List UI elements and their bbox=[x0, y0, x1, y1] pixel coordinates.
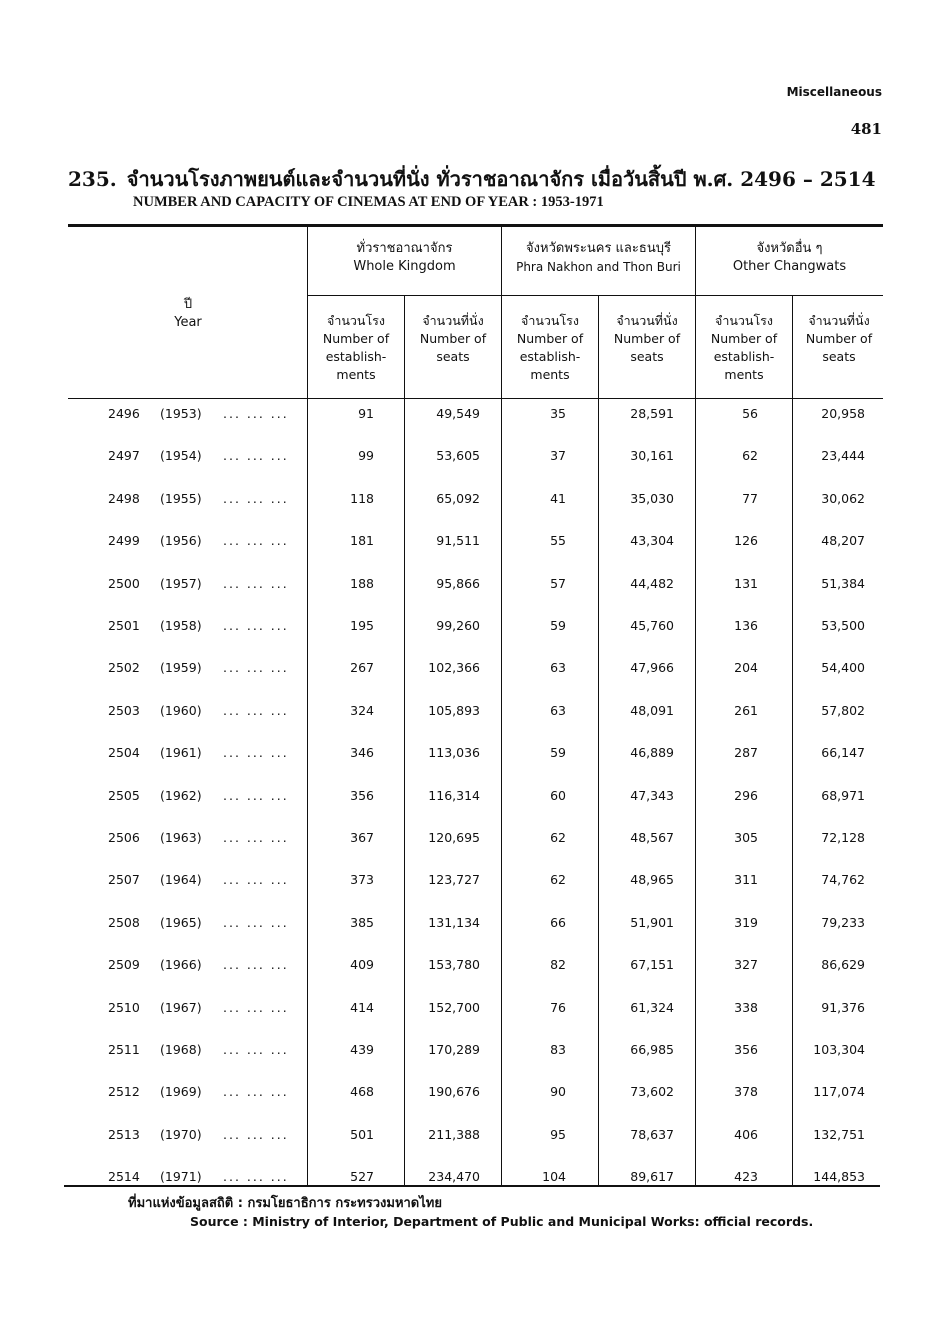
table-cell: 324 bbox=[350, 703, 374, 718]
table-cell: 116,314 bbox=[428, 788, 480, 803]
subheader-seats bbox=[605, 312, 689, 366]
leader-dots: ... ... ... bbox=[223, 788, 289, 803]
table-row bbox=[68, 406, 883, 428]
table-cell: 37 bbox=[550, 448, 566, 463]
subheader-thai: จำนวนที่นั่ง bbox=[616, 313, 678, 328]
table-cell: 73,602 bbox=[630, 1084, 674, 1099]
table-cell: 47,966 bbox=[630, 660, 674, 675]
table-row bbox=[68, 618, 883, 640]
table-cell: 409 bbox=[350, 957, 374, 972]
table-cell: 378 bbox=[734, 1084, 758, 1099]
leader-dots: ... ... ... bbox=[223, 872, 289, 887]
table-cell: 190,676 bbox=[428, 1084, 480, 1099]
year-buddhist-era: 2498 bbox=[108, 491, 140, 506]
table-cell: 103,304 bbox=[813, 1042, 865, 1057]
year-buddhist-era: 2512 bbox=[108, 1084, 140, 1099]
table-cell: 55 bbox=[550, 533, 566, 548]
table-cell: 261 bbox=[734, 703, 758, 718]
subheader-english: Number of establish-ments bbox=[710, 331, 778, 382]
year-header-english: Year bbox=[174, 315, 202, 330]
table-cell: 338 bbox=[734, 1000, 758, 1015]
table-cell: 66,985 bbox=[630, 1042, 674, 1057]
year-buddhist-era: 2510 bbox=[108, 1000, 140, 1015]
table-cell: 48,091 bbox=[630, 703, 674, 718]
table-cell: 188 bbox=[350, 576, 374, 591]
year-gregorian: (1962) bbox=[160, 788, 202, 803]
section-label: Miscellaneous bbox=[786, 85, 882, 99]
year-buddhist-era: 2511 bbox=[108, 1042, 140, 1057]
table-cell: 43,304 bbox=[630, 533, 674, 548]
table-row bbox=[68, 830, 883, 852]
table-cell: 77 bbox=[742, 491, 758, 506]
header-bottom-rule bbox=[68, 398, 883, 399]
year-gregorian: (1961) bbox=[160, 745, 202, 760]
leader-dots: ... ... ... bbox=[223, 957, 289, 972]
source-thai: ที่มาแห่งข้อมูลสถิติ : กรมโยธาธิการ กระทรวงมหาดไทย bbox=[128, 1196, 442, 1211]
table-row bbox=[68, 1042, 883, 1064]
table-cell: 468 bbox=[350, 1084, 374, 1099]
leader-dots: ... ... ... bbox=[223, 1084, 289, 1099]
table-cell: 170,289 bbox=[428, 1042, 480, 1057]
table-cell: 89,617 bbox=[630, 1169, 674, 1184]
leader-dots: ... ... ... bbox=[223, 448, 289, 463]
table-cell: 152,700 bbox=[428, 1000, 480, 1015]
subcolumn-divider bbox=[404, 295, 405, 398]
subheader-seats bbox=[411, 312, 495, 366]
year-buddhist-era: 2501 bbox=[108, 618, 140, 633]
leader-dots: ... ... ... bbox=[223, 830, 289, 845]
table-cell: 66,147 bbox=[821, 745, 865, 760]
year-gregorian: (1963) bbox=[160, 830, 202, 845]
subcolumn-divider bbox=[792, 295, 793, 398]
table-cell: 153,780 bbox=[428, 957, 480, 972]
leader-dots: ... ... ... bbox=[223, 576, 289, 591]
table-cell: 385 bbox=[350, 915, 374, 930]
table-cell: 61,324 bbox=[630, 1000, 674, 1015]
table-cell: 501 bbox=[350, 1127, 374, 1142]
table-cell: 46,889 bbox=[630, 745, 674, 760]
subheader-seats bbox=[797, 312, 881, 366]
table-cell: 181 bbox=[350, 533, 374, 548]
group-header-whole-kingdom bbox=[308, 240, 501, 276]
table-cell: 78,637 bbox=[630, 1127, 674, 1142]
group-header-thai: จังหวัดอื่น ๆ bbox=[756, 241, 823, 256]
table-title-english: NUMBER AND CAPACITY OF CINEMAS AT END OF YEAR : 1953-1971 bbox=[133, 194, 604, 210]
table-cell: 48,965 bbox=[630, 872, 674, 887]
table-cell: 120,695 bbox=[428, 830, 480, 845]
table-cell: 59 bbox=[550, 618, 566, 633]
table-cell: 319 bbox=[734, 915, 758, 930]
table-cell: 311 bbox=[734, 872, 758, 887]
table-cell: 327 bbox=[734, 957, 758, 972]
table-cell: 211,388 bbox=[428, 1127, 480, 1142]
table-cell: 45,760 bbox=[630, 618, 674, 633]
table-cell: 406 bbox=[734, 1127, 758, 1142]
group-header-thai: ทั่วราชอาณาจักร bbox=[356, 241, 453, 256]
table-cell: 439 bbox=[350, 1042, 374, 1057]
table-cell: 57 bbox=[550, 576, 566, 591]
subheader-establishments bbox=[702, 312, 786, 384]
page-number: 481 bbox=[850, 120, 882, 138]
leader-dots: ... ... ... bbox=[223, 406, 289, 421]
leader-dots: ... ... ... bbox=[223, 1000, 289, 1015]
table-cell: 62 bbox=[550, 872, 566, 887]
year-gregorian: (1964) bbox=[160, 872, 202, 887]
table-cell: 35,030 bbox=[630, 491, 674, 506]
leader-dots: ... ... ... bbox=[223, 491, 289, 506]
table-number: 235. bbox=[68, 167, 117, 191]
table-cell: 62 bbox=[742, 448, 758, 463]
leader-dots: ... ... ... bbox=[223, 703, 289, 718]
table-cell: 86,629 bbox=[821, 957, 865, 972]
table-row bbox=[68, 448, 883, 470]
year-buddhist-era: 2500 bbox=[108, 576, 140, 591]
year-gregorian: (1956) bbox=[160, 533, 202, 548]
year-buddhist-era: 2502 bbox=[108, 660, 140, 675]
table-cell: 54,400 bbox=[821, 660, 865, 675]
table-row bbox=[68, 957, 883, 979]
table-row bbox=[68, 576, 883, 598]
year-gregorian: (1965) bbox=[160, 915, 202, 930]
table-cell: 49,549 bbox=[436, 406, 480, 421]
subcolumn-divider bbox=[598, 295, 599, 398]
year-buddhist-era: 2505 bbox=[108, 788, 140, 803]
group-header-phra-nakhon bbox=[502, 240, 695, 276]
table-cell: 126 bbox=[734, 533, 758, 548]
table-cell: 59 bbox=[550, 745, 566, 760]
year-header-thai: ปี bbox=[183, 297, 193, 312]
year-buddhist-era: 2506 bbox=[108, 830, 140, 845]
year-buddhist-era: 2514 bbox=[108, 1169, 140, 1184]
subheader-english: Number of seats bbox=[419, 331, 487, 364]
table-cell: 28,591 bbox=[630, 406, 674, 421]
table-cell: 195 bbox=[350, 618, 374, 633]
table-row bbox=[68, 660, 883, 682]
title-thai-text: จำนวนโรงภาพยนต์และจำนวนที่นั่ง ทั่วราชอาณาจักร เมื่อวันสิ้นปี พ.ศ. 2496 – 2514 bbox=[126, 167, 876, 191]
table-cell: 30,161 bbox=[630, 448, 674, 463]
table-cell: 234,470 bbox=[428, 1169, 480, 1184]
year-gregorian: (1967) bbox=[160, 1000, 202, 1015]
table-cell: 83 bbox=[550, 1042, 566, 1057]
year-gregorian: (1959) bbox=[160, 660, 202, 675]
table-cell: 51,384 bbox=[821, 576, 865, 591]
table-row bbox=[68, 788, 883, 810]
table-cell: 76 bbox=[550, 1000, 566, 1015]
table-cell: 91,376 bbox=[821, 1000, 865, 1015]
table-cell: 67,151 bbox=[630, 957, 674, 972]
table-cell: 91 bbox=[358, 406, 374, 421]
table-cell: 48,207 bbox=[821, 533, 865, 548]
table-row bbox=[68, 745, 883, 767]
table-cell: 136 bbox=[734, 618, 758, 633]
table-cell: 62 bbox=[550, 830, 566, 845]
table-cell: 48,567 bbox=[630, 830, 674, 845]
group-header-other-changwats bbox=[696, 240, 883, 276]
leader-dots: ... ... ... bbox=[223, 915, 289, 930]
year-buddhist-era: 2497 bbox=[108, 448, 140, 463]
table-cell: 82 bbox=[550, 957, 566, 972]
table-cell: 63 bbox=[550, 703, 566, 718]
table-cell: 74,762 bbox=[821, 872, 865, 887]
table-cell: 267 bbox=[350, 660, 374, 675]
subheader-thai: จำนวนโรง bbox=[715, 313, 773, 328]
table-row bbox=[68, 872, 883, 894]
table-cell: 105,893 bbox=[428, 703, 480, 718]
year-gregorian: (1957) bbox=[160, 576, 202, 591]
table-cell: 104 bbox=[542, 1169, 566, 1184]
year-gregorian: (1966) bbox=[160, 957, 202, 972]
table-cell: 414 bbox=[350, 1000, 374, 1015]
table-cell: 35 bbox=[550, 406, 566, 421]
leader-dots: ... ... ... bbox=[223, 660, 289, 675]
year-gregorian: (1960) bbox=[160, 703, 202, 718]
table-cell: 356 bbox=[350, 788, 374, 803]
table-cell: 131,134 bbox=[428, 915, 480, 930]
table-cell: 63 bbox=[550, 660, 566, 675]
group-header-english: Phra Nakhon and Thon Buri bbox=[516, 260, 681, 274]
table-cell: 99 bbox=[358, 448, 374, 463]
leader-dots: ... ... ... bbox=[223, 745, 289, 760]
table-cell: 131 bbox=[734, 576, 758, 591]
table-cell: 20,958 bbox=[821, 406, 865, 421]
table-cell: 118 bbox=[350, 491, 374, 506]
table-cell: 65,092 bbox=[436, 491, 480, 506]
table-cell: 95,866 bbox=[436, 576, 480, 591]
table-cell: 287 bbox=[734, 745, 758, 760]
table-bottom-rule bbox=[64, 1185, 880, 1187]
table-cell: 102,366 bbox=[428, 660, 480, 675]
year-buddhist-era: 2503 bbox=[108, 703, 140, 718]
leader-dots: ... ... ... bbox=[223, 1127, 289, 1142]
table-row bbox=[68, 1084, 883, 1106]
table-cell: 99,260 bbox=[436, 618, 480, 633]
table-cell: 117,074 bbox=[813, 1084, 865, 1099]
table-cell: 204 bbox=[734, 660, 758, 675]
subheader-thai: จำนวนโรง bbox=[521, 313, 579, 328]
table-title-thai bbox=[68, 163, 875, 195]
year-gregorian: (1969) bbox=[160, 1084, 202, 1099]
table-cell: 72,128 bbox=[821, 830, 865, 845]
table-cell: 41 bbox=[550, 491, 566, 506]
table-cell: 60 bbox=[550, 788, 566, 803]
table-cell: 367 bbox=[350, 830, 374, 845]
year-gregorian: (1970) bbox=[160, 1127, 202, 1142]
group-header-rule bbox=[307, 295, 883, 296]
table-cell: 527 bbox=[350, 1169, 374, 1184]
year-buddhist-era: 2499 bbox=[108, 533, 140, 548]
table-cell: 90 bbox=[550, 1084, 566, 1099]
group-header-english: Whole Kingdom bbox=[353, 259, 456, 274]
table-cell: 68,971 bbox=[821, 788, 865, 803]
table-cell: 23,444 bbox=[821, 448, 865, 463]
table-cell: 95 bbox=[550, 1127, 566, 1142]
source-english: Source : Ministry of Interior, Department of Public and Municipal Works: official records. bbox=[190, 1214, 814, 1229]
table-cell: 30,062 bbox=[821, 491, 865, 506]
table-cell: 132,751 bbox=[813, 1127, 865, 1142]
year-gregorian: (1954) bbox=[160, 448, 202, 463]
subheader-english: Number of establish-ments bbox=[322, 331, 390, 382]
table-cell: 373 bbox=[350, 872, 374, 887]
year-buddhist-era: 2508 bbox=[108, 915, 140, 930]
table-cell: 123,727 bbox=[428, 872, 480, 887]
table-cell: 47,343 bbox=[630, 788, 674, 803]
leader-dots: ... ... ... bbox=[223, 1042, 289, 1057]
group-header-thai: จังหวัดพระนคร และธนบุรี bbox=[526, 241, 671, 256]
group-header-english: Other Changwats bbox=[732, 259, 847, 274]
subheader-thai: จำนวนโรง bbox=[327, 313, 385, 328]
subheader-english: Number of establish-ments bbox=[516, 331, 584, 382]
table-cell: 356 bbox=[734, 1042, 758, 1057]
leader-dots: ... ... ... bbox=[223, 618, 289, 633]
table-cell: 346 bbox=[350, 745, 374, 760]
table-row bbox=[68, 703, 883, 725]
table-cell: 51,901 bbox=[630, 915, 674, 930]
table-row bbox=[68, 533, 883, 555]
year-gregorian: (1955) bbox=[160, 491, 202, 506]
subheader-establishments bbox=[314, 312, 398, 384]
table-row bbox=[68, 491, 883, 513]
leader-dots: ... ... ... bbox=[223, 533, 289, 548]
table-row bbox=[68, 915, 883, 937]
table-cell: 79,233 bbox=[821, 915, 865, 930]
table-cell: 66 bbox=[550, 915, 566, 930]
year-header bbox=[68, 296, 308, 332]
table-cell: 144,853 bbox=[813, 1169, 865, 1184]
table-cell: 56 bbox=[742, 406, 758, 421]
subheader-establishments bbox=[508, 312, 592, 384]
table-cell: 44,482 bbox=[630, 576, 674, 591]
table-cell: 423 bbox=[734, 1169, 758, 1184]
year-gregorian: (1953) bbox=[160, 406, 202, 421]
year-buddhist-era: 2504 bbox=[108, 745, 140, 760]
leader-dots: ... ... ... bbox=[223, 1169, 289, 1184]
table-top-rule bbox=[68, 224, 883, 227]
table-cell: 305 bbox=[734, 830, 758, 845]
year-buddhist-era: 2509 bbox=[108, 957, 140, 972]
table-cell: 57,802 bbox=[821, 703, 865, 718]
year-buddhist-era: 2496 bbox=[108, 406, 140, 421]
table-cell: 53,605 bbox=[436, 448, 480, 463]
table-row bbox=[68, 1000, 883, 1022]
table-cell: 91,511 bbox=[436, 533, 480, 548]
table-row bbox=[68, 1169, 883, 1191]
subheader-thai: จำนวนที่นั่ง bbox=[422, 313, 484, 328]
table-row bbox=[68, 1127, 883, 1149]
subheader-english: Number of seats bbox=[613, 331, 681, 364]
subheader-thai: จำนวนที่นั่ง bbox=[808, 313, 870, 328]
year-gregorian: (1971) bbox=[160, 1169, 202, 1184]
subheader-english: Number of seats bbox=[805, 331, 873, 364]
year-gregorian: (1958) bbox=[160, 618, 202, 633]
table-cell: 113,036 bbox=[428, 745, 480, 760]
year-buddhist-era: 2507 bbox=[108, 872, 140, 887]
year-buddhist-era: 2513 bbox=[108, 1127, 140, 1142]
year-gregorian: (1968) bbox=[160, 1042, 202, 1057]
table-cell: 53,500 bbox=[821, 618, 865, 633]
table-cell: 296 bbox=[734, 788, 758, 803]
